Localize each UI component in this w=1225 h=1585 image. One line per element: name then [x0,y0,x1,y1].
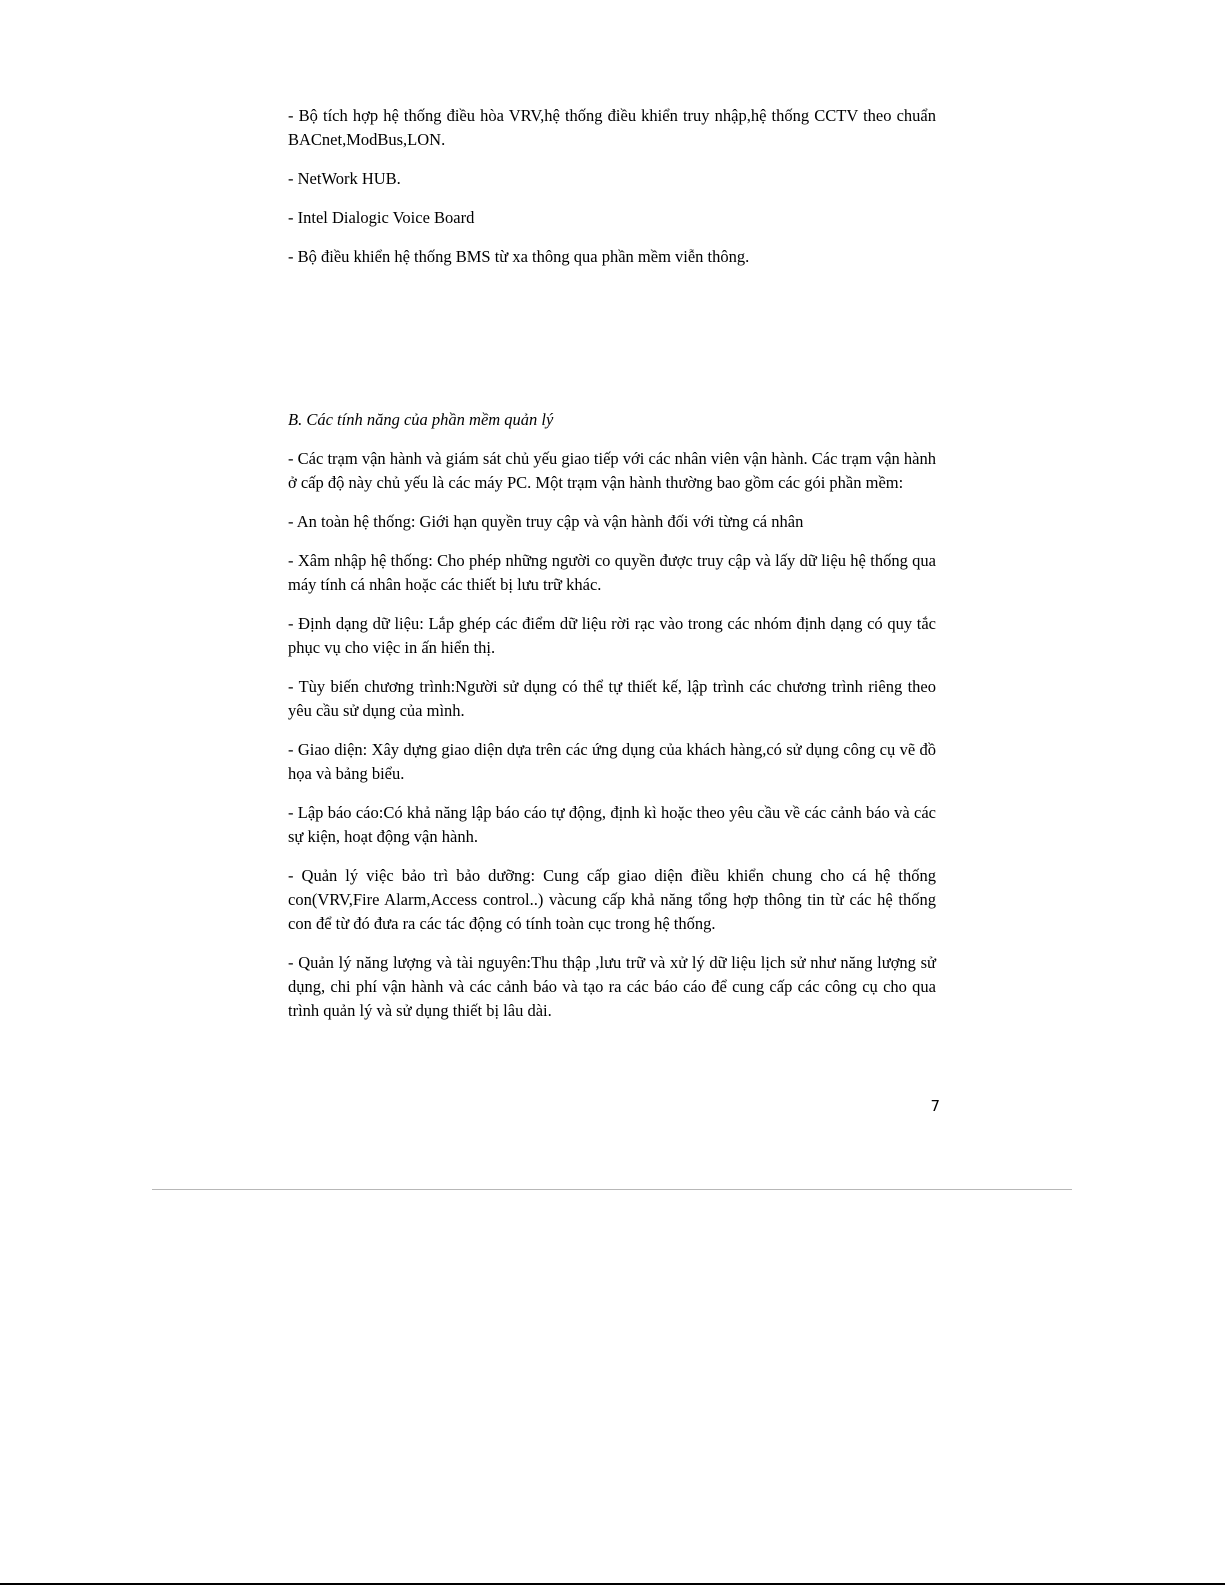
paragraph-operator-stations: - Các trạm vận hành và giám sát chủ yếu giao tiếp với các nhân viên vận hành. Các trạm vận hành ở cấp độ này chủ yếu là các máy PC. Một trạm vận hành thường bao gồm các gói phần mềm: [288,449,936,492]
paragraph-network-hub: - NetWork HUB. [288,169,401,188]
paragraph-bo-tich-hop: - Bộ tích hợp hệ thống điều hòa VRV,hệ thống điều khiển truy nhập,hệ thống CCTV theo chuẩn BACnet,ModBus,LON. [288,106,936,149]
page-content [288,104,936,1038]
paragraph-energy: - Quản lý năng lượng và tài nguyên:Thu thập ,lưu trữ và xử lý dữ liệu lịch sử như năng lượng sử dụng, chi phí vận hành và các cảnh báo và tạo ra các báo cáo để cung cấp các công cụ cho qua trình quản lý và sử dụng thiết bị lâu dài. [288,953,936,1020]
paragraph-system-safety: - An toàn hệ thống: Giới hạn quyền truy cập và vận hành đối với từng cá nhân [288,512,804,531]
paragraph-program-custom: - Tùy biến chương trình:Người sử dụng có thể tự thiết kế, lập trình các chương trình riêng theo yêu cầu sử dụng của mình. [288,677,936,720]
page-divider [152,1189,1072,1190]
paragraph-interface: - Giao diện: Xây dựng giao diện dựa trên các ứng dụng của khách hàng,có sử dụng công cụ vẽ đồ họa và bảng biểu. [288,740,936,783]
section-heading: B. Các tính năng của phần mềm quản lý [288,410,554,429]
paragraph-maintenance: - Quản lý việc bảo trì bảo dưỡng: Cung cấp giao diện điều khiển chung cho cá hệ thống con(VRV,Fire Alarm,Access control..) vàcung cấp khả năng tổng hợp thông tin từ các hệ thống con để từ đó đưa ra các tác động có tính toàn cục trong hệ thống. [288,866,936,933]
paragraph-data-format: - Định dạng dữ liệu: Lắp ghép các điểm dữ liệu rời rạc vào trong các nhóm định dạng có quy tắc phục vụ cho việc in ấn hiển thị. [288,614,936,657]
page-number: 7 [930,1097,940,1115]
paragraph-bms-remote: - Bộ điều khiển hệ thống BMS từ xa thông qua phần mềm viễn thông. [288,247,750,266]
paragraph-system-access: - Xâm nhập hệ thống: Cho phép những người co quyền được truy cập và lấy dữ liệu hệ thống qua máy tính cá nhân hoặc các thiết bị lưu trữ khác. [288,551,936,594]
paragraph-reporting: - Lập báo cáo:Có khả năng lập báo cáo tự động, định kì hoặc theo yêu cầu về các cảnh báo và các sự kiện, hoạt động vận hành. [288,803,936,846]
paragraph-voice-board: - Intel Dialogic Voice Board [288,208,475,227]
blank-space [288,284,936,408]
